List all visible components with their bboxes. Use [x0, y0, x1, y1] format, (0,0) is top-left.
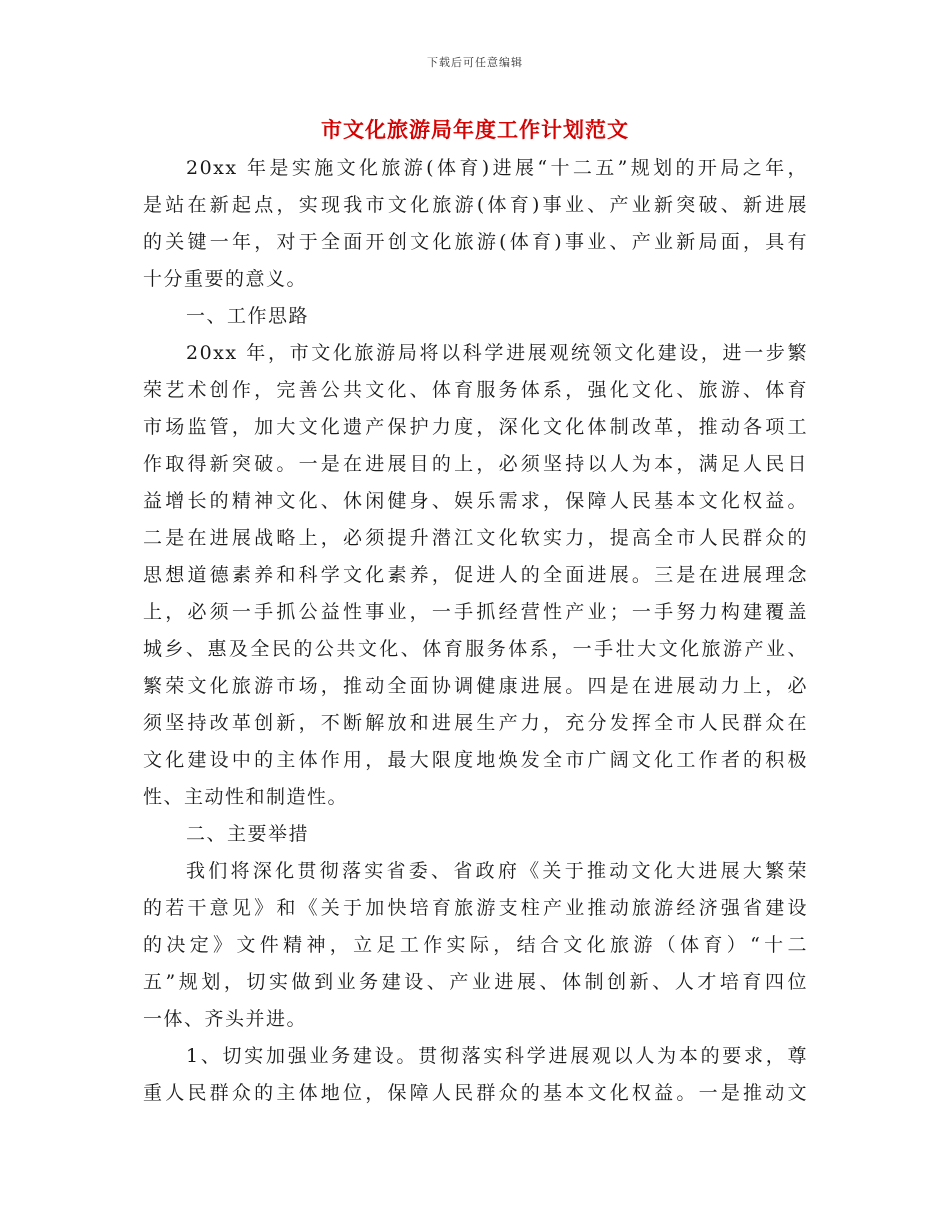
paragraph-line: 须坚持改革创新，不断解放和进展生产力，充分发挥全市人民群众在 — [143, 712, 808, 734]
section-heading: 一、工作思路 — [186, 305, 310, 327]
paragraph-line: 五”规划，切实做到业务建设、产业进展、体制创新、人才培育四位 — [143, 971, 808, 993]
paragraph-line: 十分重要的意义。 — [143, 268, 308, 290]
paragraph-line: 20xx 年是实施文化旅游(体育)进展“十二五”规划的开局之年， — [186, 157, 808, 179]
paragraph-line: 一体、齐头并进。 — [143, 1008, 308, 1030]
page-title: 市文化旅游局年度工作计划范文 — [321, 117, 629, 142]
paragraph-line: 20xx 年，市文化旅游局将以科学进展观统领文化建设，进一步繁 — [186, 342, 808, 364]
paragraph-line: 作取得新突破。一是在进展目的上，必须坚持以人为本，满足人民日 — [143, 453, 808, 475]
paragraph-line: 上，必须一手抓公益性事业，一手抓经营性产业；一手努力构建覆盖 — [143, 601, 808, 623]
header-note: 下载后可任意编辑 — [427, 56, 523, 69]
paragraph-line: 荣艺术创作，完善公共文化、体育服务体系，强化文化、旅游、体育 — [143, 379, 808, 401]
paragraph-line: 我们将深化贯彻落实省委、省政府《关于推动文化大进展大繁荣 — [186, 860, 808, 882]
paragraph-line: 市场监管，加大文化遗产保护力度，深化文化体制改革，推动各项工 — [143, 416, 808, 438]
paragraph-line: 的关键一年，对于全面开创文化旅游(体育)事业、产业新局面，具有 — [143, 231, 808, 253]
document-body — [143, 150, 808, 1112]
paragraph-line: 是站在新起点，实现我市文化旅游(体育)事业、产业新突破、新进展 — [143, 194, 808, 216]
paragraph-line: 性、主动性和制造性。 — [143, 786, 349, 808]
paragraph-line: 益增长的精神文化、休闲健身、娱乐需求，保障人民基本文化权益。 — [143, 490, 808, 512]
paragraph-line: 重人民群众的主体地位，保障人民群众的基本文化权益。一是推动文 — [143, 1082, 808, 1104]
section-heading: 二、主要举措 — [186, 823, 310, 845]
paragraph-line: 文化建设中的主体作用，最大限度地焕发全市广阔文化工作者的积极 — [143, 749, 808, 771]
paragraph-line: 1、切实加强业务建设。贯彻落实科学进展观以人为本的要求，尊 — [186, 1045, 808, 1067]
paragraph-line: 二是在进展战略上，必须提升潜江文化软实力，提高全市人民群众的 — [143, 527, 808, 549]
paragraph-line: 城乡、惠及全民的公共文化、体育服务体系，一手壮大文化旅游产业、 — [143, 638, 808, 660]
paragraph-line: 的决定》文件精神，立足工作实际，结合文化旅游（体育）“十二 — [143, 934, 808, 956]
paragraph-line: 繁荣文化旅游市场，推动全面协调健康进展。四是在进展动力上，必 — [143, 675, 808, 697]
paragraph-line: 的若干意见》和《关于加快培育旅游支柱产业推动旅游经济强省建设 — [143, 897, 808, 919]
paragraph-line: 思想道德素养和科学文化素养，促进人的全面进展。三是在进展理念 — [143, 564, 808, 586]
